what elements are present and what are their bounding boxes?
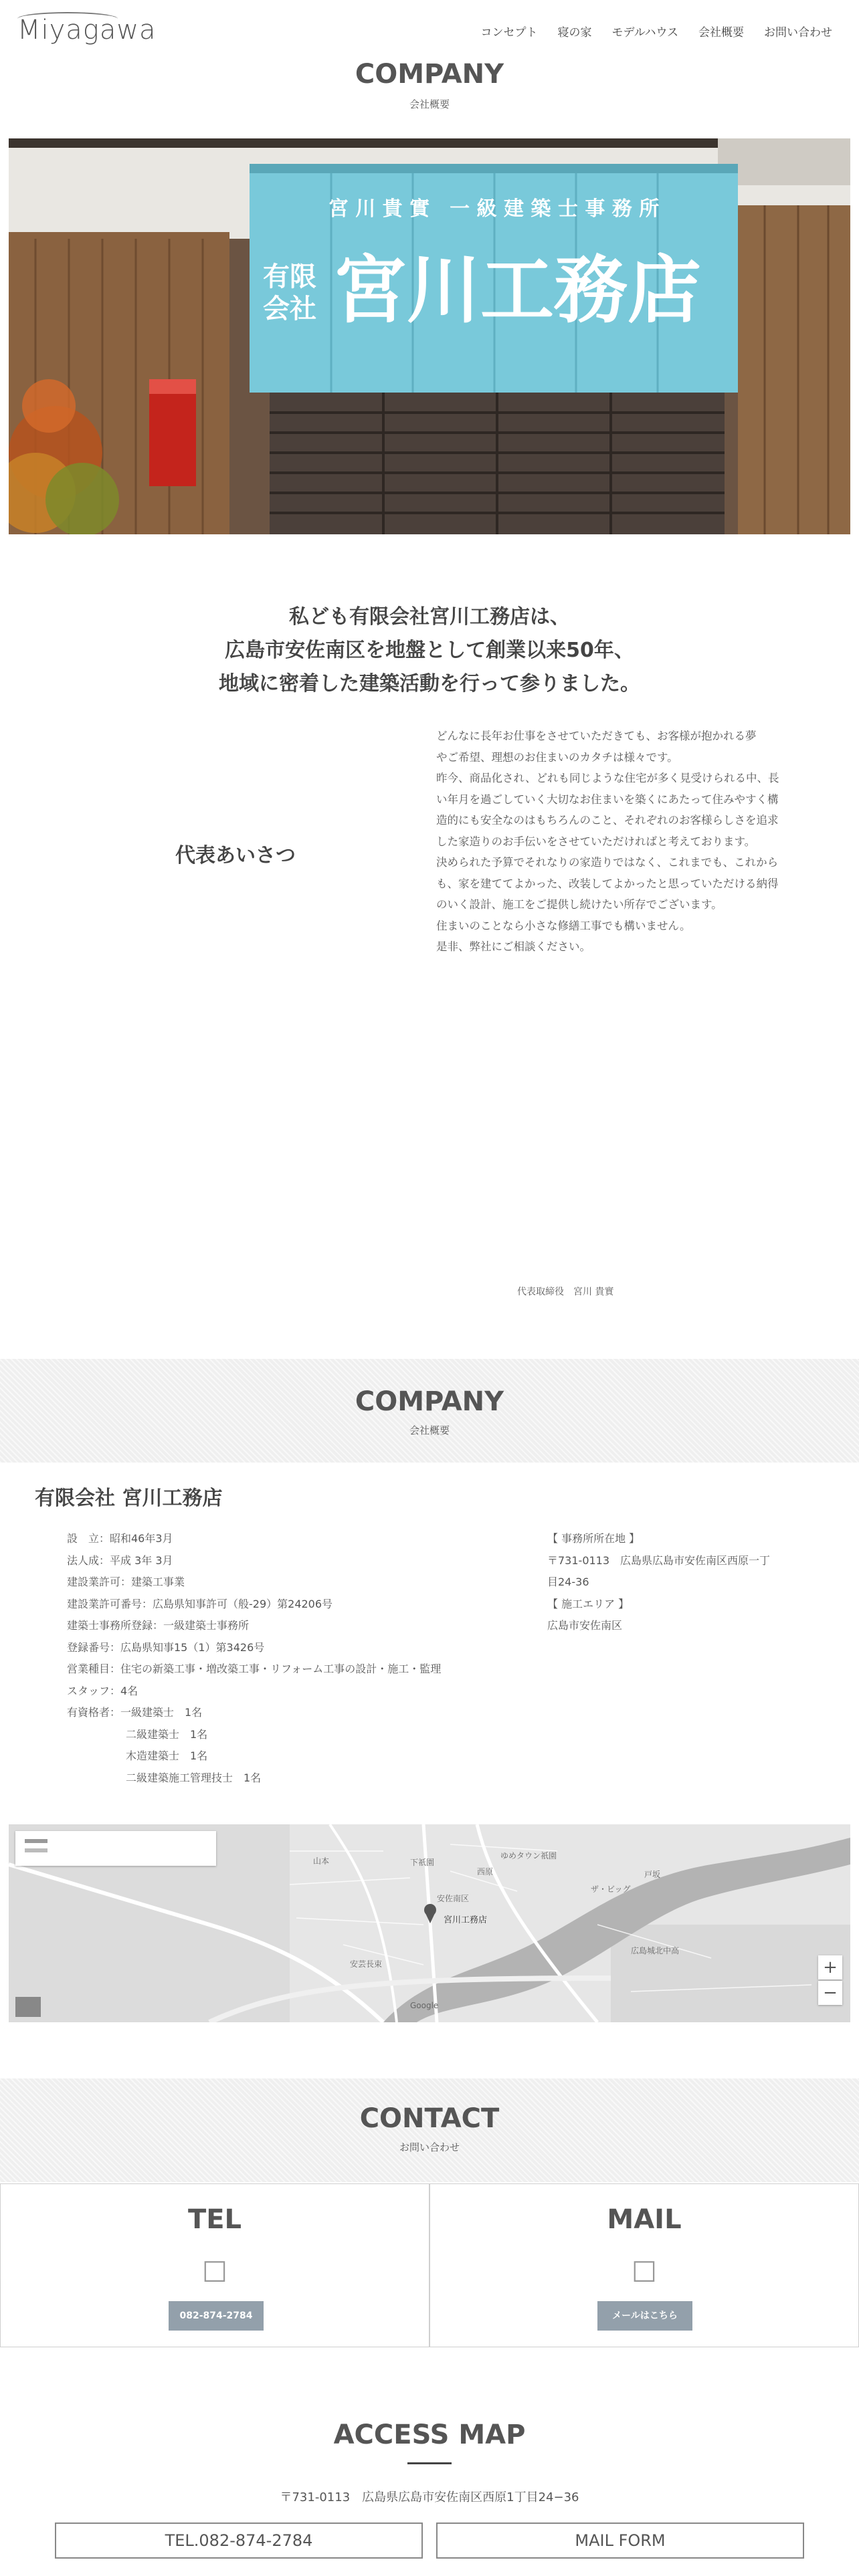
info-row: スタッフ：4名: [67, 1684, 138, 1697]
google-map[interactable]: [9, 1824, 850, 2022]
access-divider: [407, 2462, 452, 2464]
map-label: 戸坂: [644, 1870, 661, 1879]
map-zoom-out-button[interactable]: −: [818, 1981, 842, 2005]
mail-panel: [430, 2183, 859, 2347]
map-label: ザ・ビッグ: [591, 1885, 631, 1894]
noren-line1: 宮 川 貴 實 一 級 建 築 士 事 務 所: [328, 197, 660, 221]
greeting-line: 住まいのことなら小さな修繕工事でも構いません。: [436, 919, 691, 932]
page-title: COMPANY: [355, 59, 504, 90]
noren-big: 宮川工務店: [333, 247, 701, 333]
tel-panel: [0, 2183, 430, 2347]
area-label: 【 施工エリア 】: [547, 1597, 630, 1610]
map-label: 山本: [313, 1856, 330, 1866]
tel-button[interactable]: 082-874-2784: [169, 2301, 264, 2331]
greeting-line: 決められた予算でそれなりの家造りではなく、これまでも、これから: [436, 856, 779, 869]
info-row: 有資格者：一級建築士 1名: [67, 1706, 203, 1719]
greeting-title: 代表あいさつ: [175, 844, 296, 867]
greeting-line: やご希望、理想のお住まいのカタチは様々です。: [436, 750, 678, 764]
greeting-line: 昨今、商品化され、どれも同じような住宅が多く見受けられる中、長: [436, 772, 779, 784]
map-zoom-in-button[interactable]: +: [818, 1955, 842, 1979]
tel-title: TEL: [187, 2204, 242, 2235]
company-name: 有限会社 宮川工務店: [35, 1487, 223, 1510]
mail-button[interactable]: メールはこちら: [597, 2301, 692, 2331]
office-info: [547, 1528, 808, 1637]
mail-title: MAIL: [607, 2204, 682, 2235]
map-label: 安佐南区: [437, 1894, 470, 1903]
map-label: 西原: [477, 1867, 494, 1876]
contact-subtitle: お問い合わせ: [399, 2141, 460, 2153]
site-logo[interactable]: Miyagawa: [17, 15, 157, 45]
qualification-row: 木造建築士 1名: [126, 1749, 208, 1762]
info-row: 建築士事務所登録：一級建築士事務所: [67, 1619, 250, 1632]
access-address: 〒731-0113 広島県広島市安佐南区西原1丁目24−36: [280, 2490, 579, 2504]
noren-small2: 会社: [263, 293, 316, 324]
page-subtitle: 会社概要: [409, 98, 450, 110]
nav-company[interactable]: 会社概要: [698, 26, 744, 39]
greeting-line: どんなに長年お仕事をさせていただきても、お客様が抱かれる夢: [436, 730, 757, 742]
noren-small1: 有限: [263, 261, 316, 292]
access-mail-form-button[interactable]: MAIL FORM: [436, 2523, 804, 2559]
company-section-subtitle: 会社概要: [409, 1424, 450, 1436]
office-label: 【 事務所所在地 】: [547, 1532, 640, 1545]
map-place-card[interactable]: [15, 1831, 216, 1866]
nav-concept[interactable]: コンセプト: [480, 26, 538, 39]
info-row: 営業種目：住宅の新築工事・増改築工事・リフォーム工事の設計・施工・監理: [67, 1662, 442, 1675]
greeting-line: 是非、弊社にご相談ください。: [436, 940, 591, 953]
office-address: 〒731-0113 広島県広島市安佐南区西原一丁: [547, 1553, 771, 1567]
map-label: 下祇園: [410, 1858, 435, 1867]
main-nav: [481, 23, 832, 39]
nav-model-house[interactable]: モデルハウス: [611, 26, 678, 39]
greeting-line: 造的にも安全なのはもちろんのこと、それぞれのお客様らしさを追求: [436, 814, 779, 827]
map-label: ゆめタウン祇園: [500, 1851, 557, 1860]
info-row: 登録番号：広島県知事15（1）第3426号: [67, 1640, 265, 1654]
mail-icon: □: [632, 2254, 657, 2285]
signature: 代表取締役 宮川 貴實: [517, 1287, 614, 1297]
info-row: 法人成：平成 3年 3月: [67, 1553, 173, 1567]
greeting-text: [436, 726, 795, 958]
storefront-illustration: [9, 138, 850, 534]
phone-icon: □: [202, 2254, 227, 2285]
storefront-photo: [9, 138, 850, 534]
company-info: [67, 1528, 441, 1789]
access-title: ACCESS MAP: [333, 2420, 526, 2450]
intro-lead-line: 私ども有限会社宮川工務店は、: [289, 605, 570, 629]
greeting-line: い年月を過ごしていく大切なお住まいを築くにあたって住みやすく構: [436, 792, 779, 806]
qualification-row: 二級建築施工管理技士 1名: [126, 1771, 262, 1784]
intro-lead-line: 地域に密着した建築活動を行って参りました。: [219, 672, 640, 695]
site-header: [0, 0, 859, 64]
area-value: 広島市安佐南区: [547, 1619, 623, 1632]
access-tel-button[interactable]: TEL.082-874-2784: [55, 2523, 423, 2559]
info-row: 建設業許可番号：広島県知事許可（般-29）第24206号: [67, 1597, 333, 1610]
intro-lead: [0, 601, 859, 701]
greeting-line: も、家を建ててよかった、改装してよかったと思っていただける納得: [436, 877, 779, 890]
nav-house[interactable]: 寝の家: [557, 26, 592, 39]
map-label: 安芸長束: [350, 1959, 383, 1969]
nav-contact[interactable]: お問い合わせ: [764, 26, 832, 39]
contact-title: CONTACT: [359, 2103, 500, 2134]
info-row: 設 立：昭和46年3月: [67, 1532, 173, 1545]
office-address: 目24-36: [547, 1576, 589, 1588]
intro-lead-line: 広島市安佐南区を地盤として創業以来50年、: [225, 639, 634, 662]
info-row: 建設業許可：建築工事業: [67, 1576, 185, 1588]
map-label: 広島城北中高: [631, 1946, 680, 1955]
map-pin-label[interactable]: 宮川工務店: [444, 1915, 488, 1925]
greeting-line: のいく設計、施工をご提供し続けたい所存でございます。: [436, 898, 723, 911]
qualification-row: 二級建築士 1名: [126, 1727, 208, 1741]
google-logo: Google: [410, 2001, 439, 2010]
company-section-title: COMPANY: [355, 1386, 504, 1417]
greeting-line: した家造りのお手伝いをさせていただければと考えております。: [436, 835, 756, 848]
